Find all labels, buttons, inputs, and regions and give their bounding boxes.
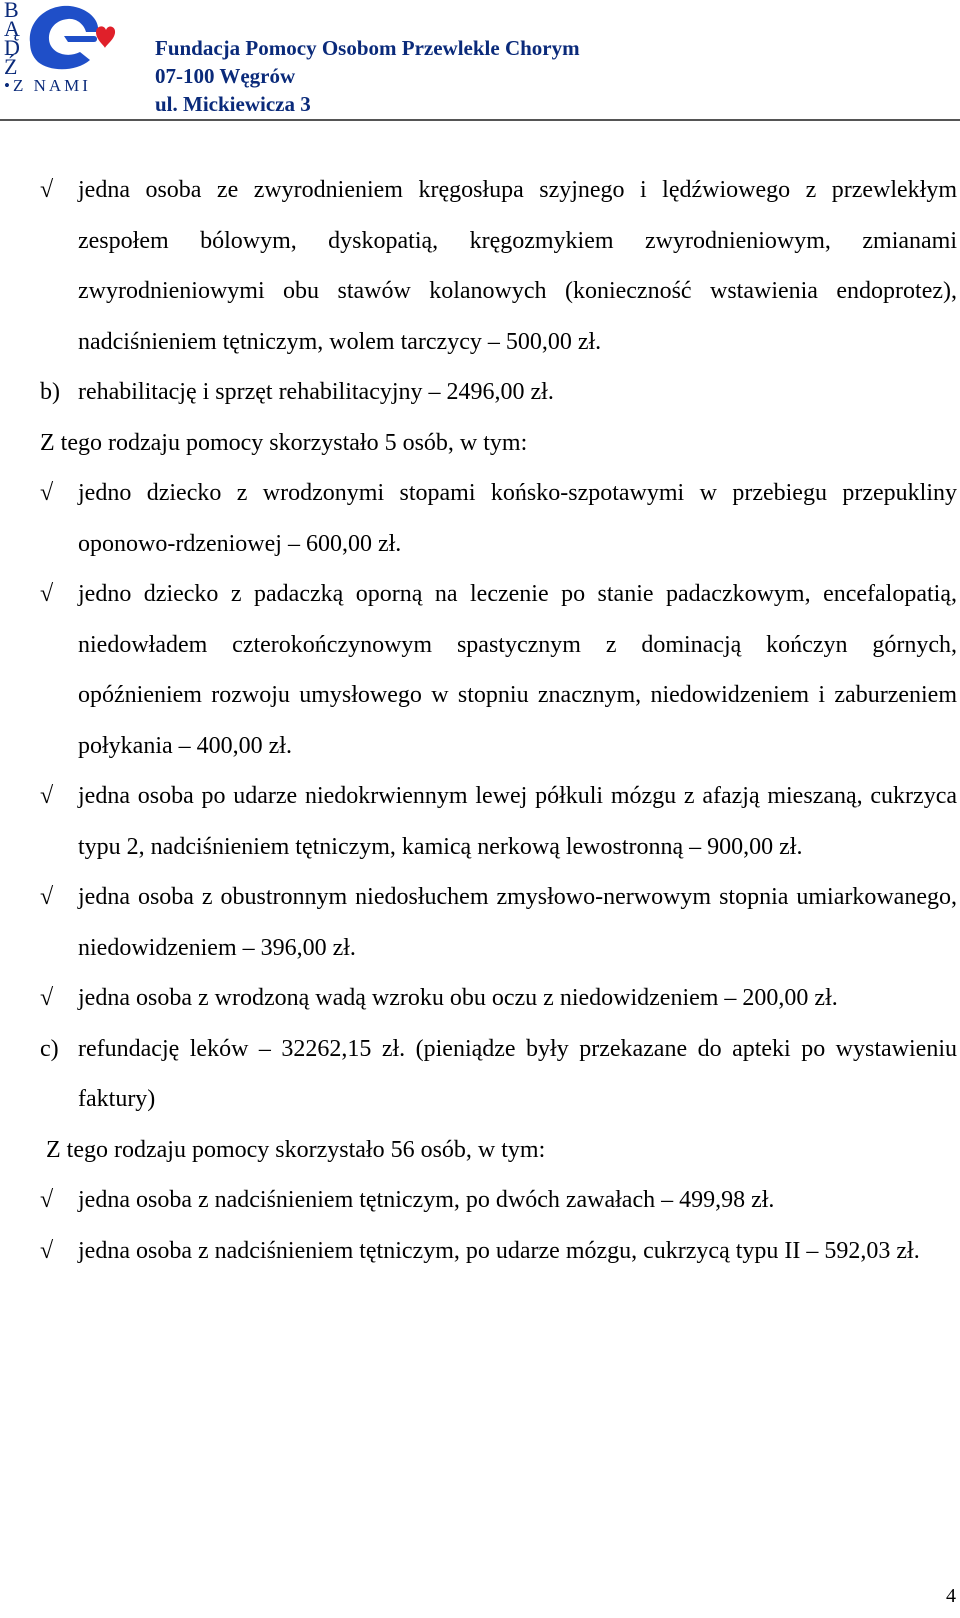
logo-heart-shape — [96, 26, 115, 48]
header-address — [155, 34, 580, 118]
list-item — [40, 872, 957, 973]
org-street: ul. Mickiewicza 3 — [155, 92, 311, 116]
list-item — [40, 1175, 957, 1226]
foundation-logo — [0, 0, 140, 104]
check-mark: √ — [40, 581, 54, 607]
list-item — [40, 569, 957, 771]
item-text: refundację leków – 32262,15 zł. (pieniądze były przekazane do apteki po wystawieniu faktury) — [78, 1035, 957, 1112]
logo-letters: B Ą D Ź — [4, 0, 20, 79]
list-item — [40, 1226, 957, 1277]
item-text: jedno dziecko z padaczką oporną na leczenie po stanie padaczkowym, encefalopatią, niedowładem czterokończynowym spastycznym z dominacją kończyn górnych, opóźnieniem rozwoju umysłowego w stopniu znacznym, niedowidzeniem i zaburzeniem połykania – 400,00 zł. — [78, 581, 957, 759]
list-item — [40, 165, 957, 367]
page-number: 4 — [946, 1585, 956, 1607]
list-item — [40, 771, 957, 872]
check-mark: √ — [40, 1237, 54, 1264]
list-item — [40, 468, 957, 569]
org-city: 07-100 Węgrów — [155, 64, 296, 88]
item-text: jedna osoba z nadciśnieniem tętniczym, po udarze mózgu, cukrzycą typu II – 592,03 zł. — [78, 1237, 920, 1264]
page-header — [0, 0, 960, 120]
item-text: rehabilitację i sprzęt rehabilitacyjny – 2496,00 zł. — [78, 379, 554, 405]
list-item — [40, 1024, 957, 1125]
logo-znami-text: •Z NAMI — [4, 76, 91, 95]
list-letter-marker: c) — [40, 1035, 59, 1062]
summary-line — [40, 418, 957, 469]
item-text: Z tego rodzaju pomocy skorzystało 5 osób, w tym: — [40, 429, 528, 456]
check-mark: √ — [40, 1187, 54, 1213]
document-body — [40, 165, 957, 1276]
item-text: jedna osoba z obustronnym niedosłuchem zmysłowo-nerwowym stopnia umiarkowanego, niedowidzeniem – 396,00 zł. — [78, 884, 957, 961]
check-mark: √ — [40, 783, 54, 809]
list-item — [40, 367, 957, 418]
header-divider — [0, 119, 960, 121]
list-letter-marker: b) — [40, 379, 60, 405]
logo-finger-shape — [64, 36, 97, 42]
item-text: jedno dziecko z wrodzonymi stopami końsko-szpotawymi w przebiegu przepukliny oponowo-rdzeniowej – 600,00 zł. — [78, 480, 957, 557]
item-text: jedna osoba z wrodzoną wadą wzroku obu oczu z niedowidzeniem – 200,00 zł. — [78, 985, 838, 1011]
item-text: jedna osoba ze zwyrodnieniem kręgosłupa szyjnego i lędźwiowego z przewlekłym zespołem bólowym, dyskopatią, kręgozmykiem zwyrodnieniowym, zmianami zwyrodnieniowymi obu stawów kolanowych (konieczność wstawienia endoprotez), nadciśnieniem tętniczym, wolem tarczycy – 500,00 zł. — [78, 177, 957, 355]
check-mark: √ — [40, 985, 54, 1011]
check-mark: √ — [40, 480, 54, 506]
item-text: Z tego rodzaju pomocy skorzystało 56 osób, w tym: — [40, 1136, 546, 1163]
check-mark: √ — [40, 177, 54, 203]
logo-hand-heart-icon — [24, 2, 116, 76]
item-text: jedna osoba po udarze niedokrwiennym lewej półkuli mózgu z afazją mieszaną, cukrzyca typu 2, nadciśnieniem tętniczym, kamicą nerkową lewostronną – 900,00 zł. — [78, 783, 957, 860]
item-text: jedna osoba z nadciśnieniem tętniczym, po dwóch zawałach – 499,98 zł. — [78, 1187, 775, 1213]
list-item — [40, 973, 957, 1024]
summary-line — [40, 1125, 957, 1176]
org-name: Fundacja Pomocy Osobom Przewlekle Chorym — [155, 36, 580, 60]
check-mark: √ — [40, 884, 54, 910]
